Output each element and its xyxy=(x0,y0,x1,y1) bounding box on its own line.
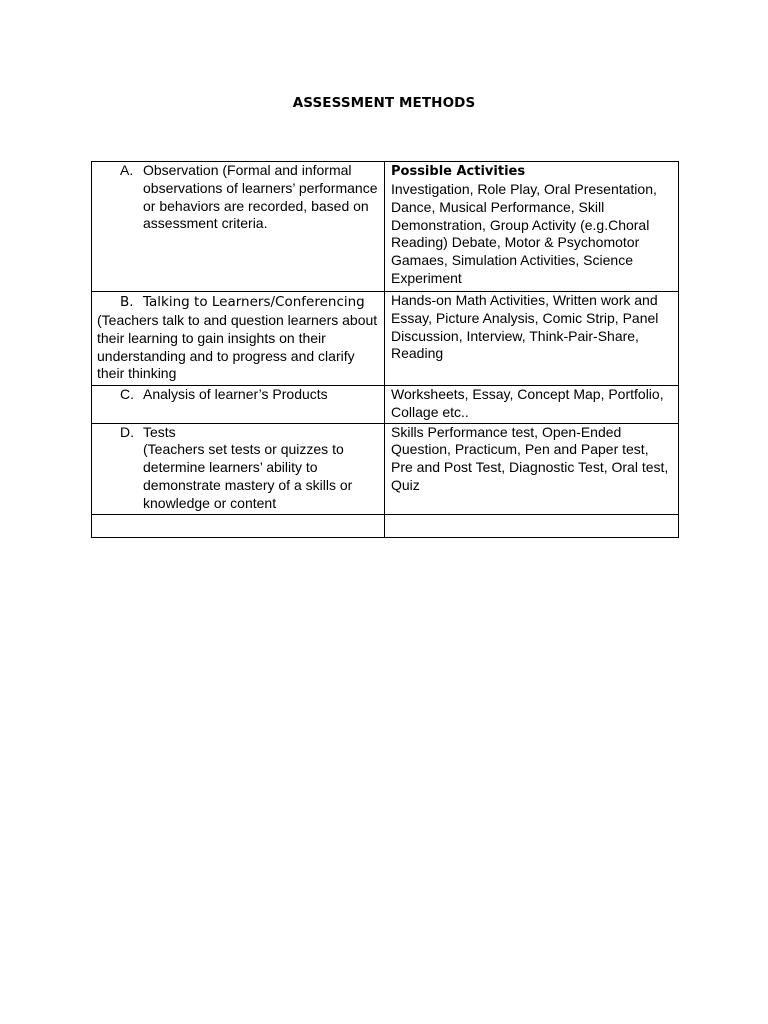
method-cell-c xyxy=(92,386,385,424)
empty-cell xyxy=(92,514,385,537)
item-letter: D. xyxy=(120,423,134,440)
activities-text: Worksheets, Essay, Concept Map, Portfolio, Collage etc.. xyxy=(391,386,664,420)
table-row xyxy=(92,162,679,292)
activities-cell-b xyxy=(385,292,679,386)
method-text: Analysis of learner’s Products xyxy=(143,386,328,402)
activities-heading: Possible Activities xyxy=(391,164,526,179)
method-detail-text: (Teachers set tests or quizzes to determine learners’ ability to demonstrate mastery of a skills or knowledge or content xyxy=(143,441,353,511)
activities-text: Investigation, Role Play, Oral Presentation, Dance, Musical Performance, Skill Demonstration, Group Activity (e.g.Choral Reading) Debate, Motor & Psychomotor Gamaes, Simulation Activities, Science Experiment xyxy=(391,181,657,286)
method-cell-a xyxy=(92,162,385,292)
activities-text: Hands-on Math Activities, Written work and Essay, Picture Analysis, Comic Strip, Panel Discussion, Interview, Think-Pair-Share, Reading xyxy=(391,292,659,362)
table-row xyxy=(92,292,679,386)
method-detail-text: (Teachers talk to and question learners about their learning to gain insights on their understanding and to progress and clarify their thinking xyxy=(97,312,378,382)
activities-cell-d xyxy=(385,423,679,514)
item-letter: A. xyxy=(120,162,134,178)
empty-cell xyxy=(385,514,679,537)
item-letter: C. xyxy=(120,386,134,402)
method-cell-d xyxy=(92,423,385,514)
table-row xyxy=(92,386,679,424)
method-text: Observation (Formal and informal observations of learners’ performance or behaviors are recorded, based on assessment criteria. xyxy=(143,162,378,232)
document-title: ASSESSMENT METHODS xyxy=(292,95,476,111)
item-letter: B. xyxy=(120,294,134,310)
method-text: Talking to Learners/Conferencing xyxy=(143,294,365,310)
method-block xyxy=(143,424,380,513)
activities-cell-c xyxy=(385,386,679,424)
method-text: Tests xyxy=(143,423,176,440)
table-row xyxy=(92,423,679,514)
method-cell-b xyxy=(92,292,385,386)
activities-text: Skills Performance test, Open-Ended Question, Practicum, Pen and Paper test, Pre and Post Test, Diagnostic Test, Oral test, Quiz xyxy=(391,423,669,493)
activities-cell-a xyxy=(385,162,679,292)
assessment-methods-table xyxy=(91,161,679,538)
table-row xyxy=(92,514,679,537)
